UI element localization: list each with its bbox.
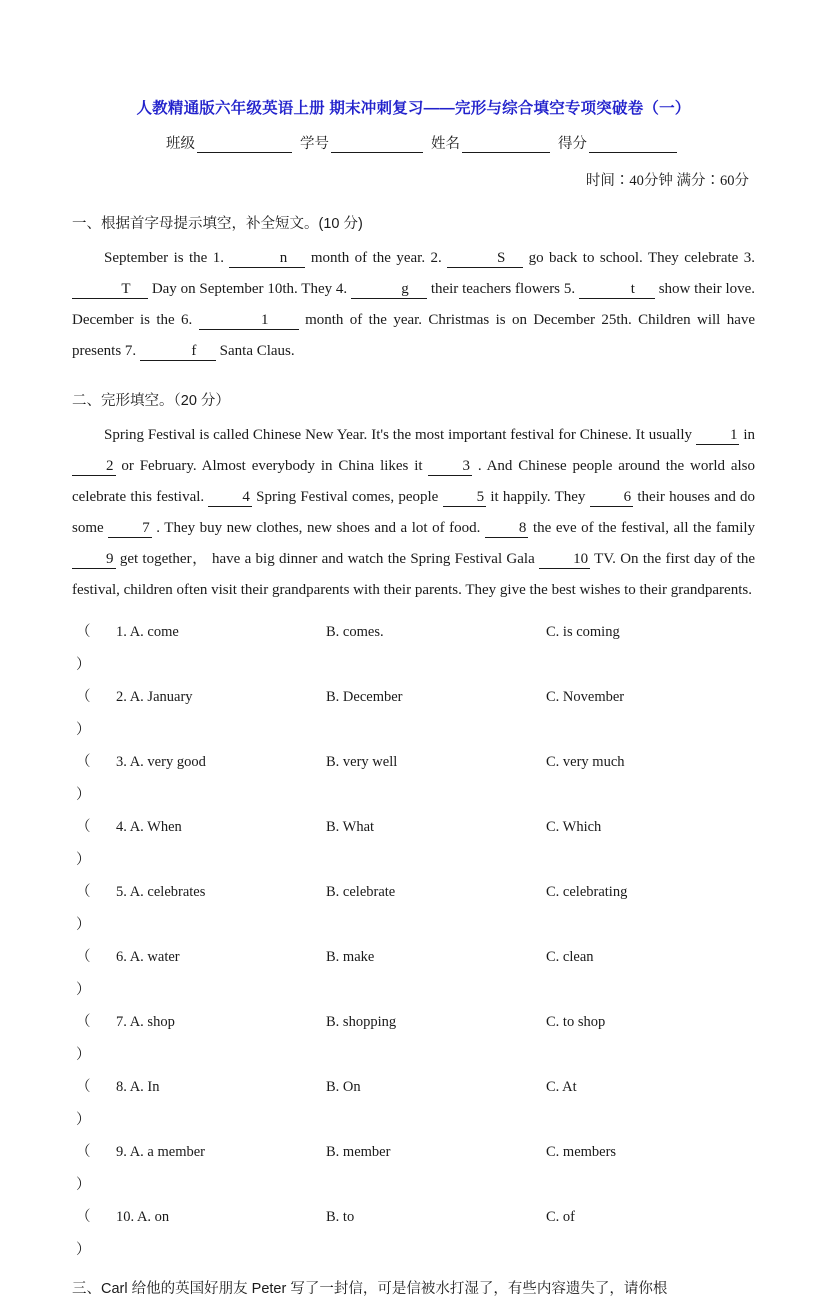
s1-text-5: show their love. December is the 6.: [72, 281, 756, 328]
s1-hint-1: n: [279, 250, 288, 266]
s2-blank-5[interactable]: [443, 488, 487, 507]
s1-text-2: go back to school. They celebrate 3.: [528, 250, 756, 266]
s2-blank-7[interactable]: [108, 519, 152, 538]
option-b[interactable]: B. member: [326, 1144, 391, 1160]
option-row: [72, 681, 755, 746]
s2-num-10: 10: [573, 551, 589, 567]
option-a-label: A. celebrates: [129, 884, 206, 900]
option-a-label: A. January: [129, 689, 193, 705]
s2-num-6: 6: [623, 489, 632, 505]
answer-paren[interactable]: （ ）: [76, 689, 97, 738]
option-c[interactable]: C. November: [546, 689, 625, 705]
s1-hint-2: S: [497, 250, 506, 266]
q-num: 4.: [116, 819, 127, 835]
name-field[interactable]: [431, 132, 550, 153]
option-row: [72, 746, 755, 811]
option-c[interactable]: C. is coming: [546, 624, 620, 640]
s2-text-4: Spring Festival comes, people: [256, 489, 439, 505]
id-label: 学号: [300, 136, 329, 152]
option-a-label: A. a member: [129, 1144, 205, 1160]
s1-blank-2[interactable]: [447, 249, 523, 268]
s1-hint-3: T: [121, 281, 131, 297]
s2-num-2: 2: [106, 458, 114, 474]
score-field[interactable]: [558, 132, 677, 153]
answer-paren[interactable]: （ ）: [76, 1209, 97, 1258]
s2-blank-2[interactable]: [72, 457, 116, 476]
option-b[interactable]: B. December: [326, 689, 403, 705]
option-b[interactable]: B. very well: [326, 754, 398, 770]
answer-paren[interactable]: （ ）: [76, 1014, 97, 1063]
q-num: 2.: [116, 689, 127, 705]
s1-blank-3[interactable]: [72, 280, 148, 299]
s1-hint-4: g: [401, 281, 409, 297]
answer-paren[interactable]: （ ）: [76, 1144, 97, 1193]
option-a-label: A. come: [129, 624, 179, 640]
answer-paren[interactable]: （ ）: [76, 884, 97, 933]
s2-text-9: get together， have a big dinner and watch the Spring Festival Gala: [119, 551, 535, 567]
q-num: 5.: [116, 884, 127, 900]
q-num: 9.: [116, 1144, 127, 1160]
s1-blank-5[interactable]: [579, 280, 655, 299]
option-a-label: A. water: [129, 949, 180, 965]
option-a[interactable]: [116, 1006, 326, 1039]
s1-text-1: month of the year. 2.: [310, 250, 442, 266]
option-a[interactable]: [116, 616, 326, 649]
s2-num-5: 5: [476, 489, 485, 505]
option-row: [72, 811, 755, 876]
s2-num-9: 9: [106, 551, 114, 567]
answer-paren[interactable]: （ ）: [76, 754, 97, 803]
section-1-heading: 一、根据首字母提示填空，补全短文。(10 分): [72, 216, 363, 232]
s2-text-3: . And Chinese people around the world also celebrate this festival.: [72, 458, 756, 505]
option-row: [72, 1071, 755, 1136]
s2-blank-10[interactable]: [539, 550, 590, 569]
s1-text-3: Day on September 10th. They 4.: [151, 281, 348, 297]
id-blank[interactable]: [331, 138, 423, 153]
s1-blank-1[interactable]: [229, 249, 305, 268]
option-a-label: A. In: [129, 1079, 160, 1095]
s1-blank-4[interactable]: [351, 280, 427, 299]
s2-blank-9[interactable]: [72, 550, 116, 569]
s2-blank-1[interactable]: [696, 426, 740, 445]
s1-text-7: Santa Claus.: [219, 343, 295, 359]
section-2-heading: 二、完形填空。（20 分）: [72, 393, 230, 409]
option-b[interactable]: B. make: [326, 949, 375, 965]
option-a[interactable]: [116, 811, 326, 844]
s1-blank-7[interactable]: [140, 342, 216, 361]
name-label: 姓名: [431, 136, 460, 152]
option-a[interactable]: [116, 746, 326, 779]
option-a[interactable]: [116, 941, 326, 974]
option-a-label: A. When: [129, 819, 182, 835]
section-3-heading: 三、Carl 给他的英国好朋友 Peter 写了一封信，可是信被水打湿了，有些内容遗失了，请你根: [72, 1281, 668, 1297]
page-title: 人教精通版六年级英语上册 期末冲刺复习——完形与综合填空专项突破卷（一）: [136, 100, 691, 117]
answer-paren[interactable]: （ ）: [76, 949, 97, 998]
id-field[interactable]: [300, 132, 423, 153]
option-a-label: A. on: [136, 1209, 170, 1225]
s2-num-1: 1: [729, 427, 738, 443]
option-b[interactable]: B. to: [326, 1209, 355, 1225]
name-blank[interactable]: [462, 138, 550, 153]
s1-blank-6[interactable]: [199, 311, 299, 330]
option-b[interactable]: B. shopping: [326, 1014, 397, 1030]
s1-hint-6: 1: [260, 312, 269, 328]
s2-blank-6[interactable]: [590, 488, 634, 507]
s1-text-0: September is the 1.: [104, 250, 225, 266]
option-row: [72, 941, 755, 1006]
option-a[interactable]: [116, 1201, 326, 1234]
s2-num-7: 7: [142, 520, 150, 536]
s2-text-7: . They buy new clothes, new shoes and a lot of food.: [156, 520, 481, 536]
option-a[interactable]: [116, 876, 326, 909]
class-blank[interactable]: [197, 138, 292, 153]
section-1-passage: [72, 243, 755, 367]
q-num: 3.: [116, 754, 127, 770]
q-num: 1.: [116, 624, 127, 640]
q-num: 7.: [116, 1014, 127, 1030]
s2-num-4: 4: [242, 489, 250, 505]
answer-paren[interactable]: （ ）: [76, 819, 97, 868]
s2-text-5: it happily. They: [490, 489, 586, 505]
s2-text-1: in: [743, 427, 756, 443]
s2-text-8: the eve of the festival, all the family: [532, 520, 756, 536]
s2-blank-8[interactable]: [485, 519, 529, 538]
option-row: [72, 1006, 755, 1071]
s2-num-8: 8: [518, 520, 527, 536]
option-row: [72, 876, 755, 941]
option-a-label: A. very good: [129, 754, 206, 770]
answer-paren[interactable]: （ ）: [76, 1079, 97, 1128]
score-label: 得分: [558, 136, 587, 152]
s2-blank-3[interactable]: [428, 457, 472, 476]
answer-paren[interactable]: （ ）: [76, 624, 97, 673]
student-info-line: [72, 132, 755, 153]
option-row: [72, 616, 755, 681]
option-b[interactable]: B. What: [326, 819, 375, 835]
s2-text-10: TV. On the first day of the festival, children often visit their grandparents with their parents. They give the best wishes to their grandparents.: [72, 551, 755, 598]
option-b[interactable]: B. On: [326, 1079, 361, 1095]
option-c[interactable]: C. clean: [546, 949, 594, 965]
option-row: [72, 1201, 755, 1266]
q-num: 6.: [116, 949, 127, 965]
s1-hint-7: f: [191, 343, 197, 359]
option-a-label: A. shop: [129, 1014, 175, 1030]
option-c[interactable]: C. of: [546, 1209, 575, 1225]
s2-blank-4[interactable]: [208, 488, 252, 507]
s2-num-3: 3: [462, 458, 470, 474]
option-b[interactable]: B. celebrate: [326, 884, 396, 900]
s1-text-6: month of the year. Christmas is on December 25th. Children will have presents 7.: [72, 312, 756, 359]
q-num: 10.: [116, 1209, 135, 1225]
option-b[interactable]: B. comes.: [326, 624, 384, 640]
section-2-passage: [72, 420, 755, 606]
s1-text-4: their teachers flowers 5.: [430, 281, 576, 297]
exam-meta: 时间∶40分钟 满分∶60分: [585, 173, 749, 189]
class-field[interactable]: [166, 132, 292, 153]
option-a[interactable]: [116, 1071, 326, 1104]
class-label: 班级: [166, 136, 195, 152]
option-a[interactable]: [116, 681, 326, 714]
option-c[interactable]: C. Which: [546, 819, 602, 835]
option-a[interactable]: [116, 1136, 326, 1169]
s1-hint-5: t: [630, 281, 635, 297]
s2-text-2: or February. Almost everybody in China likes it: [121, 458, 423, 474]
q-num: 8.: [116, 1079, 127, 1095]
option-c[interactable]: C. very much: [546, 754, 625, 770]
option-c[interactable]: C. celebrating: [546, 884, 628, 900]
s2-text-0: Spring Festival is called Chinese New Year. It's the most important festival for Chinese. It usually: [104, 427, 693, 443]
s2-text-6: their houses and do some: [72, 489, 756, 536]
option-c[interactable]: C. At: [546, 1079, 577, 1095]
score-blank[interactable]: [589, 138, 677, 153]
option-c[interactable]: C. to shop: [546, 1014, 606, 1030]
option-c[interactable]: C. members: [546, 1144, 617, 1160]
